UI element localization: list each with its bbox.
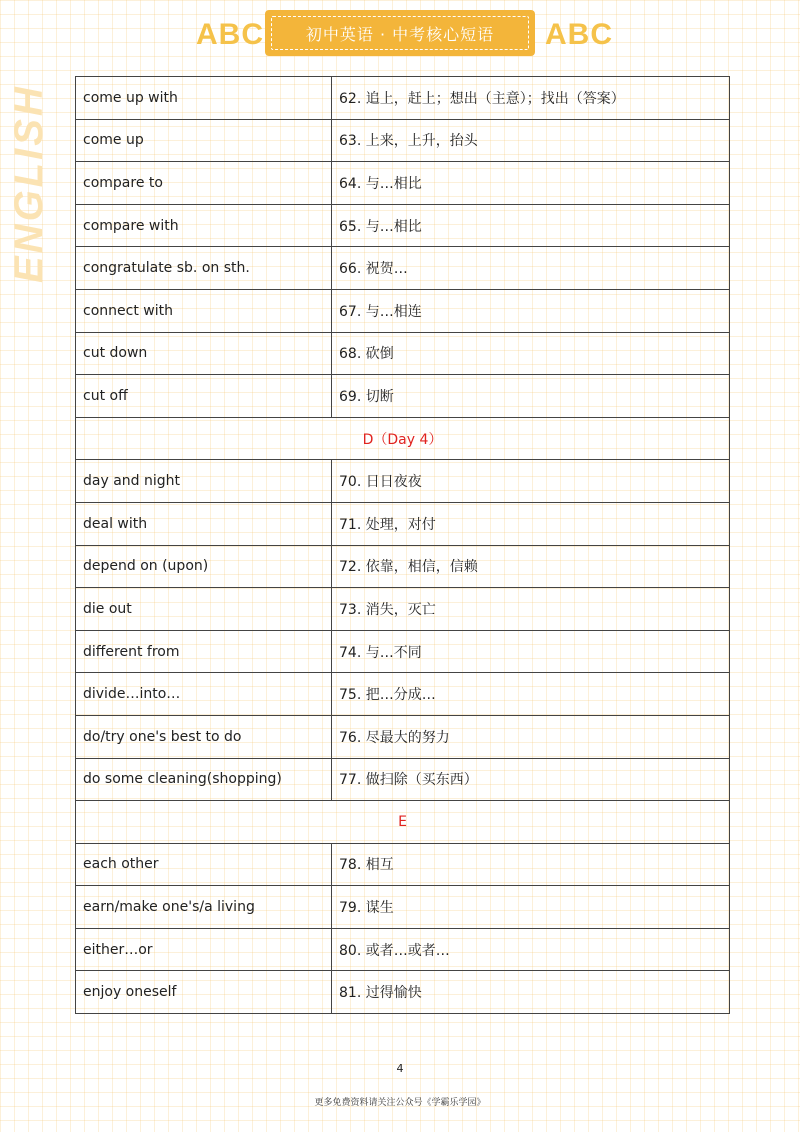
chinese-meaning: 80. 或者…或者…: [332, 928, 730, 971]
english-phrase: compare to: [76, 162, 332, 205]
chinese-meaning: 65. 与…相比: [332, 204, 730, 247]
chinese-meaning: 63. 上来，上升，抬头: [332, 119, 730, 162]
english-phrase: congratulate sb. on sth.: [76, 247, 332, 290]
english-phrase: die out: [76, 588, 332, 631]
english-phrase: either…or: [76, 928, 332, 971]
english-watermark: ENGLISH: [7, 84, 51, 283]
english-phrase: day and night: [76, 460, 332, 503]
phrase-row: [76, 758, 730, 801]
phrase-row: [76, 77, 730, 120]
phrase-row: [76, 971, 730, 1014]
english-phrase: come up with: [76, 77, 332, 120]
phrase-row: [76, 630, 730, 673]
phrase-row: [76, 588, 730, 631]
chinese-meaning: 68. 砍倒: [332, 332, 730, 375]
english-phrase: compare with: [76, 204, 332, 247]
chinese-meaning: 67. 与…相连: [332, 289, 730, 332]
phrase-row: [76, 673, 730, 716]
chinese-meaning: 77. 做扫除（买东西）: [332, 758, 730, 801]
english-phrase: deal with: [76, 502, 332, 545]
english-phrase: cut down: [76, 332, 332, 375]
english-phrase: depend on (upon): [76, 545, 332, 588]
chinese-meaning: 74. 与…不同: [332, 630, 730, 673]
footer-note: 更多免费资料请关注公众号《学霸乐学园》: [314, 1098, 486, 1108]
phrase-row: [76, 843, 730, 886]
section-heading: E: [76, 801, 730, 844]
section-heading-row: [76, 417, 730, 460]
chinese-meaning: 62. 追上，赶上；想出（主意）；找出（答案）: [332, 77, 730, 120]
phrase-row: [76, 928, 730, 971]
chinese-meaning: 75. 把…分成…: [332, 673, 730, 716]
page-number: 4: [396, 1062, 404, 1075]
page-header: [0, 10, 800, 58]
chinese-meaning: 64. 与…相比: [332, 162, 730, 205]
english-phrase: do/try one's best to do: [76, 715, 332, 758]
chinese-meaning: 71. 处理，对付: [332, 502, 730, 545]
english-phrase: each other: [76, 843, 332, 886]
english-phrase: different from: [76, 630, 332, 673]
english-phrase: connect with: [76, 289, 332, 332]
chinese-meaning: 73. 消失，灭亡: [332, 588, 730, 631]
phrase-row: [76, 289, 730, 332]
english-phrase: come up: [76, 119, 332, 162]
phrase-row: [76, 460, 730, 503]
chinese-meaning: 78. 相互: [332, 843, 730, 886]
abc-logo-left: ABC: [196, 18, 264, 51]
phrase-row: [76, 502, 730, 545]
english-phrase: do some cleaning(shopping): [76, 758, 332, 801]
english-phrase: earn/make one's/a living: [76, 886, 332, 929]
phrase-row: [76, 204, 730, 247]
chinese-meaning: 81. 过得愉快: [332, 971, 730, 1014]
phrase-row: [76, 886, 730, 929]
chinese-meaning: 70. 日日夜夜: [332, 460, 730, 503]
chinese-meaning: 69. 切断: [332, 375, 730, 418]
phrase-row: [76, 545, 730, 588]
phrase-row: [76, 162, 730, 205]
phrase-row: [76, 119, 730, 162]
page-title: 初中英语 · 中考核心短语: [271, 16, 529, 50]
section-heading-row: [76, 801, 730, 844]
title-banner: [265, 10, 535, 56]
chinese-meaning: 72. 依靠，相信，信赖: [332, 545, 730, 588]
english-phrase: enjoy oneself: [76, 971, 332, 1014]
phrase-row: [76, 332, 730, 375]
abc-logo-right: ABC: [545, 18, 613, 51]
chinese-meaning: 66. 祝贺…: [332, 247, 730, 290]
phrase-table: [75, 76, 730, 1014]
english-phrase: divide…into…: [76, 673, 332, 716]
phrase-row: [76, 715, 730, 758]
phrase-row: [76, 247, 730, 290]
english-phrase: cut off: [76, 375, 332, 418]
chinese-meaning: 76. 尽最大的努力: [332, 715, 730, 758]
section-heading: D（Day 4）: [76, 417, 730, 460]
chinese-meaning: 79. 谋生: [332, 886, 730, 929]
phrase-row: [76, 375, 730, 418]
